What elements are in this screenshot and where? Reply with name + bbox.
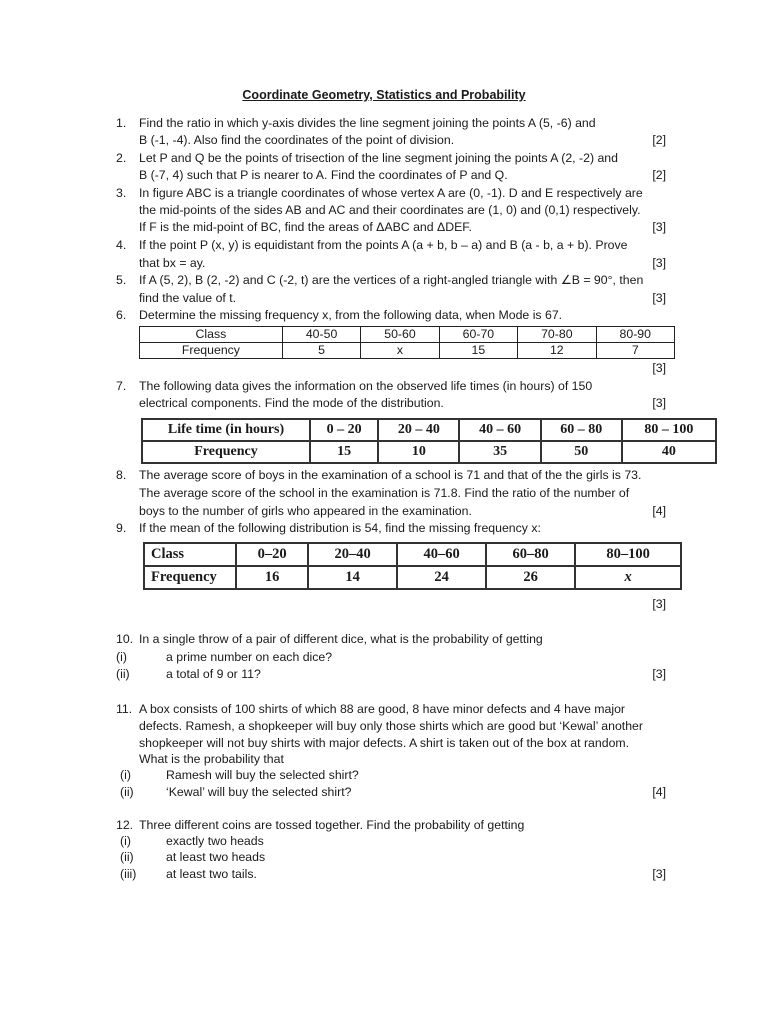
marks-label: [3] [652, 220, 666, 234]
mean-data-table [143, 542, 682, 590]
marks-label: [2] [652, 133, 666, 147]
subpart-number: (ii) [120, 850, 134, 864]
question-text: A box consists of 100 shirts of which 88 are good, 8 have minor defects and 4 have major [139, 702, 626, 716]
question-number: 1. [116, 116, 127, 130]
question-text: If the point P (x, y) is equidistant from the points A (a + b, b – a) and B (a - b, a + b). Prove [139, 238, 628, 252]
subpart-text: exactly two heads [166, 834, 264, 848]
question-number: 2. [116, 151, 127, 165]
question-text: Find the ratio in which y-axis divides the line segment joining the points A (5, -6) and [139, 116, 596, 130]
subpart-number: (i) [120, 768, 131, 782]
table-cell: Life time (in hours) [142, 419, 310, 441]
table-row [144, 543, 681, 566]
table-cell: 50 [541, 441, 622, 463]
lifetime-table [141, 418, 717, 464]
question-text: defects. Ramesh, a shopkeeper will buy only those shirts which are good but ‘Kewal’ another [139, 719, 643, 733]
marks-label: [2] [652, 168, 666, 182]
table-cell: 0 – 20 [310, 419, 378, 441]
table-cell: 7 [596, 343, 674, 359]
question-text: The following data gives the information on the observed life times (in hours) of 150 [139, 379, 593, 393]
question-number: 5. [116, 273, 127, 287]
table-cell: 40–60 [397, 543, 486, 566]
table-cell: 20–40 [308, 543, 397, 566]
marks-label: [3] [652, 256, 666, 270]
table-cell: 70-80 [518, 327, 596, 343]
question-number: 4. [116, 238, 127, 252]
question-text: shopkeeper will not buy shirts with major defects. A shirt is taken out of the box at random. [139, 736, 630, 750]
table-cell: 40 [622, 441, 716, 463]
subpart-text: a total of 9 or 11? [166, 667, 261, 681]
question-text: The average score of the school in the examination is 71.8. Find the ratio of the number of [139, 486, 630, 500]
table-row [140, 343, 675, 359]
subpart-number: (ii) [120, 785, 134, 799]
subpart-text: a prime number on each dice? [166, 650, 333, 664]
question-text: B (-7, 4) such that P is nearer to A. Find the coordinates of P and Q. [139, 168, 508, 182]
table-cell: 16 [236, 566, 308, 589]
table-cell: 12 [518, 343, 596, 359]
table-cell: 40-50 [282, 327, 360, 343]
marks-label: [3] [652, 597, 666, 611]
table-cell: 50-60 [361, 327, 439, 343]
subpart-text: ‘Kewal’ will buy the selected shirt? [166, 785, 352, 799]
table-row [142, 419, 716, 441]
question-text: B (-1, -4). Also find the coordinates of the point of division. [139, 133, 455, 147]
table-cell: 40 – 60 [459, 419, 540, 441]
subpart-text: at least two tails. [166, 867, 257, 881]
question-number: 10. [116, 632, 134, 646]
marks-label: [4] [652, 785, 666, 799]
table-cell: 14 [308, 566, 397, 589]
marks-label: [4] [652, 504, 666, 518]
table-cell: 10 [378, 441, 459, 463]
question-text: Three different coins are tossed together. Find the probability of getting [139, 818, 525, 832]
marks-label: [3] [652, 291, 666, 305]
table-cell: 24 [397, 566, 486, 589]
table-cell: 15 [310, 441, 378, 463]
subpart-number: (iii) [120, 867, 137, 881]
table-cell: Class [144, 543, 236, 566]
subpart-number: (i) [116, 650, 127, 664]
subpart-number: (ii) [116, 667, 130, 681]
question-text: that bx = ay. [139, 256, 206, 270]
table-cell: 20 – 40 [378, 419, 459, 441]
table-cell: 80 – 100 [622, 419, 716, 441]
question-text: the mid-points of the sides AB and AC and their coordinates are (1, 0) and (0,1) respectively. [139, 203, 641, 217]
question-text: If F is the mid-point of BC, find the areas of ΔABC and ΔDEF. [139, 220, 472, 234]
question-text: The average score of boys in the examination of a school is 71 and that of the the girls is 73. [139, 468, 642, 482]
subpart-text: Ramesh will buy the selected shirt? [166, 768, 359, 782]
question-text: Determine the missing frequency x, from the following data, when Mode is 67. [139, 308, 563, 322]
table-cell: 80-90 [596, 327, 674, 343]
table-cell: 60 – 80 [541, 419, 622, 441]
table-cell: Frequency [142, 441, 310, 463]
question-number: 3. [116, 186, 127, 200]
question-number: 8. [116, 468, 127, 482]
page-title: Coordinate Geometry, Statistics and Probability [242, 88, 526, 102]
table-cell: Frequency [140, 343, 283, 359]
question-number: 7. [116, 379, 127, 393]
question-text: What is the probability that [139, 752, 284, 766]
table-cell: 0–20 [236, 543, 308, 566]
subpart-text: at least two heads [166, 850, 266, 864]
question-number: 11. [116, 702, 133, 716]
table-cell: 60–80 [486, 543, 575, 566]
table-cell: 35 [459, 441, 540, 463]
table-cell: 60-70 [439, 327, 517, 343]
marks-label: [3] [652, 867, 666, 881]
question-text: In a single throw of a pair of different dice, what is the probability of getting [139, 632, 543, 646]
question-number: 12. [116, 818, 134, 832]
table-cell: x [361, 343, 439, 359]
question-number: 9. [116, 521, 127, 535]
table-row [144, 566, 681, 589]
table-cell: 5 [282, 343, 360, 359]
table-cell: Frequency [144, 566, 236, 589]
table-cell: x [575, 566, 681, 589]
marks-label: [3] [652, 361, 666, 375]
question-text: In figure ABC is a triangle coordinates of whose vertex A are (0, -1). D and E respectively are [139, 186, 643, 200]
table-row [142, 441, 716, 463]
marks-label: [3] [652, 396, 666, 410]
question-text: find the value of t. [139, 291, 237, 305]
table-cell: 80–100 [575, 543, 681, 566]
question-text: If A (5, 2), B (2, -2) and C (-2, t) are the vertices of a right-angled triangle with ∠B = 90°, then [139, 273, 644, 287]
marks-label: [3] [652, 667, 666, 681]
table-cell: Class [140, 327, 283, 343]
table-cell: 15 [439, 343, 517, 359]
table-cell: 26 [486, 566, 575, 589]
question-text: If the mean of the following distribution is 54, find the missing frequency x: [139, 521, 541, 535]
question-text: electrical components. Find the mode of the distribution. [139, 396, 444, 410]
subpart-number: (i) [120, 834, 131, 848]
mode-data-table [139, 326, 675, 359]
table-row [140, 327, 675, 343]
question-text: boys to the number of girls who appeared in the examination. [139, 504, 472, 518]
question-number: 6. [116, 308, 127, 322]
question-text: Let P and Q be the points of trisection of the line segment joining the points A (2, -2) and [139, 151, 618, 165]
